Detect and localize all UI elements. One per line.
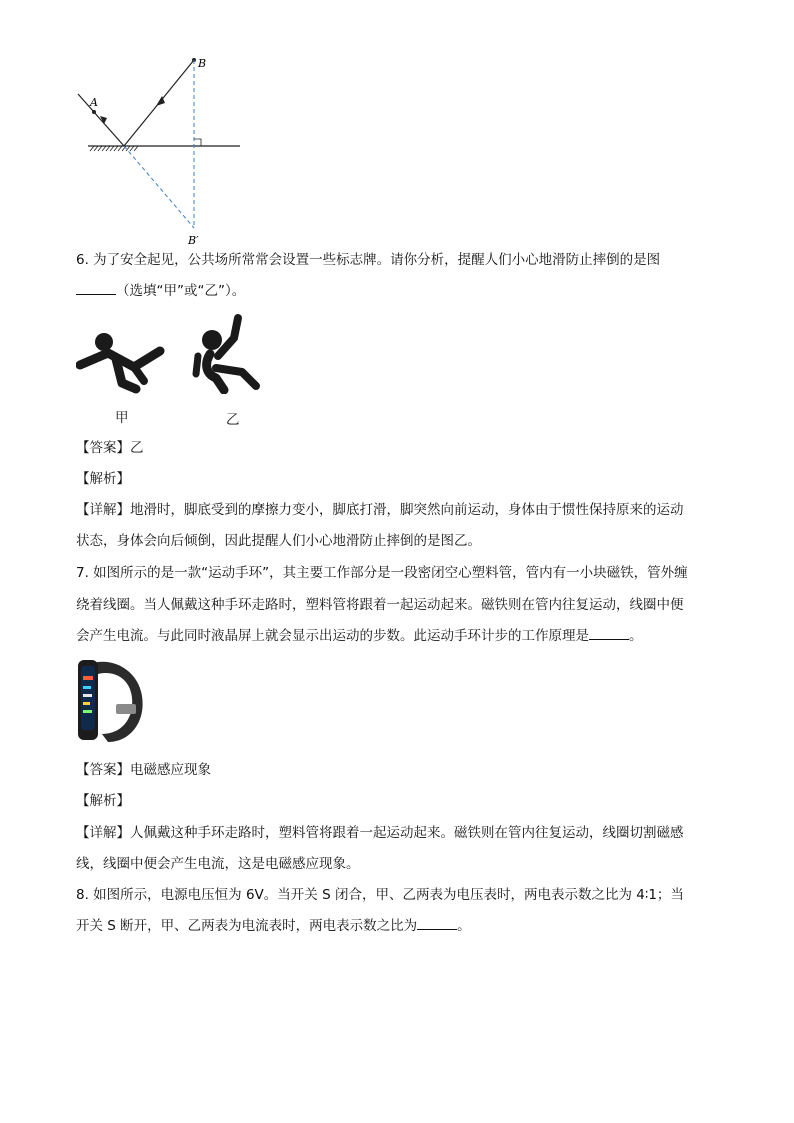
q7-analysis-tag: 【解析】 [76, 793, 130, 809]
q6-text-line1: 6. 为了安全起见，公共场所常常会设置一些标志牌。请你分析，提醒人们小心地滑防止摔倒的是图 [76, 252, 661, 268]
q6-detail-line1: 【详解】地滑时，脚底受到的摩擦力变小，脚底打滑，脚突然向前运动，身体由于惯性保持原来的运动 [76, 502, 684, 518]
q7-detail-line1: 【详解】人佩戴这种手环走路时，塑料管将跟着一起运动起来。磁铁则在管内往复运动，线圈切割磁感 [76, 825, 684, 841]
sign-yi-figure [186, 312, 266, 394]
sign-yi-label: 乙 [226, 412, 240, 428]
q6-answer-blank [76, 281, 116, 295]
q7-text-line2: 绕着线圈。当人佩戴这种手环走路时，塑料管将跟着一起运动起来。磁铁则在管内往复运动，线圈中便 [76, 597, 684, 613]
q8-answer-blank [417, 916, 457, 930]
point-a-label: A [90, 96, 98, 109]
q6-answer: 【答案】乙 [76, 440, 144, 456]
point-b-image-label: B′ [188, 234, 199, 247]
point-b-label: B [198, 57, 207, 70]
sign-jia-label: 甲 [115, 410, 129, 426]
sign-jia-figure [76, 325, 166, 395]
q8-text-line2: 开关 S 断开，甲、乙两表为电流表时，两电表示数之比为 。 [76, 918, 471, 934]
reflected-ray [78, 94, 124, 146]
q8-text-line1: 8. 如图所示，电源电压恒为 6V。当开关 S 闭合，甲、乙两表为电压表时，两电表示数之比为 4∶1；当 [76, 887, 684, 903]
reflection-diagram [70, 50, 250, 250]
q7-answer: 【答案】电磁感应现象 [76, 762, 211, 778]
q6-text-line2: （选填“甲”或“乙”）。 [76, 281, 245, 301]
q7-detail-line2: 线，线圈中便会产生电流，这是电磁感应现象。 [76, 856, 360, 872]
fitness-band-image [72, 652, 148, 748]
q7-text-line3: 会产生电流。与此同时液晶屏上就会显示出运动的步数。此运动手环计步的工作原理是 。 [76, 628, 643, 644]
q7-text-line1: 7. 如图所示的是一款“运动手环”，其主要工作部分是一段密闭空心塑料管，管内有一小块磁铁，管外缠 [76, 565, 688, 581]
q6-detail-line2: 状态，身体会向后倾倒，因此提醒人们小心地滑防止摔倒的是图乙。 [76, 533, 481, 549]
q6-analysis-tag: 【解析】 [76, 471, 130, 487]
q7-answer-blank [589, 626, 629, 640]
